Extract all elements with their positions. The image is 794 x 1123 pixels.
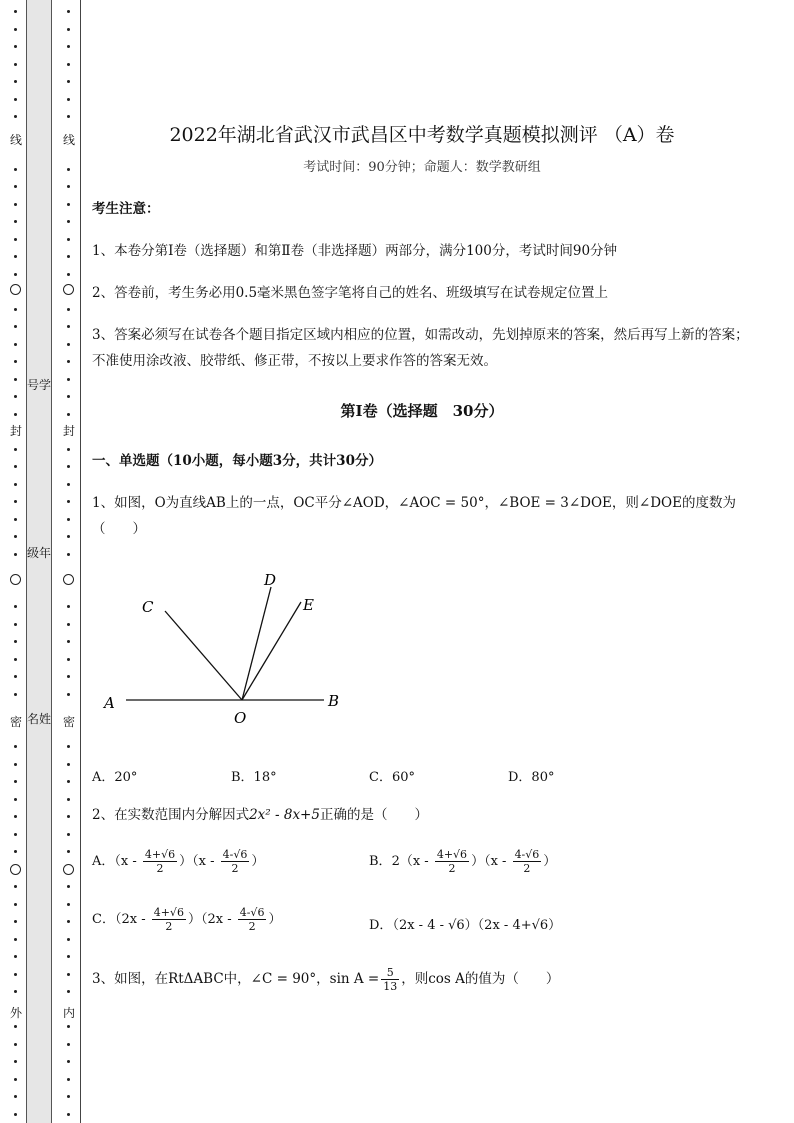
binding-dot xyxy=(67,1060,70,1063)
binding-dot xyxy=(14,535,17,538)
binding-dot xyxy=(67,518,70,521)
outer-marker-wai: 外 xyxy=(9,1006,22,1020)
binding-dot xyxy=(67,168,70,171)
binding-dot xyxy=(14,28,17,31)
page-title: 2022年湖北省武汉市武昌区中考数学真题模拟测评 （A）卷 xyxy=(169,124,675,146)
binding-dot xyxy=(14,833,17,836)
binding-dot xyxy=(14,483,17,486)
binding-dot xyxy=(67,553,70,556)
binding-dot xyxy=(67,903,70,906)
binding-dot xyxy=(14,938,17,941)
q3-sin-fraction: $\frac{5}{13}$ xyxy=(383,966,398,993)
ray-oc xyxy=(165,611,242,700)
binding-dot xyxy=(14,80,17,83)
binding-dot xyxy=(14,343,17,346)
q1-option-a[interactable]: A．20° xyxy=(92,770,138,785)
binding-dot xyxy=(14,815,17,818)
binding-dot xyxy=(67,465,70,468)
label-c: C xyxy=(142,598,154,616)
binding-dot xyxy=(14,1025,17,1028)
binding-dot xyxy=(67,98,70,101)
binding-dot xyxy=(14,63,17,66)
binding-dot xyxy=(14,325,17,328)
binding-dot xyxy=(67,308,70,311)
binding-dot xyxy=(67,938,70,941)
page-subtitle: 考试时间：90分钟；命题人：数学教研组 xyxy=(303,160,541,175)
q1-option-c[interactable]: C．60° xyxy=(369,770,415,785)
binding-dot xyxy=(67,955,70,958)
binding-dot xyxy=(67,658,70,661)
section-title: 第I卷（选择题 30分） xyxy=(340,402,504,420)
binding-dot xyxy=(14,45,17,48)
binding-dot xyxy=(67,1078,70,1081)
binding-dot xyxy=(14,1078,17,1081)
outer-marker-xian: 线 xyxy=(9,133,22,147)
inner-marker-mi: 密 xyxy=(62,715,75,729)
binding-dot xyxy=(67,815,70,818)
binding-dot xyxy=(67,920,70,923)
q2-stem-prefix: 2、在实数范围内分解因式 xyxy=(92,807,250,823)
binding-dot xyxy=(14,448,17,451)
outer-marker-feng: 封 xyxy=(9,424,22,438)
q3-prefix: 3、如图，在RtΔABC中，∠C = 90°，sin A = xyxy=(92,971,380,987)
binding-dot xyxy=(67,448,70,451)
binding-dot xyxy=(14,168,17,171)
q2-option-d[interactable]: D．（2x - 4 - √6）（2x - 4+√6） xyxy=(369,918,562,933)
field-class: 级年 xyxy=(27,546,52,560)
inner-dotted-line xyxy=(62,0,76,1123)
binding-dot xyxy=(67,255,70,258)
binding-dot xyxy=(67,80,70,83)
binding-dot xyxy=(67,483,70,486)
binding-ring xyxy=(63,864,74,875)
binding-dot xyxy=(67,1095,70,1098)
label-a: A xyxy=(104,694,115,712)
q1-option-d[interactable]: D．80° xyxy=(508,770,555,785)
binding-dot xyxy=(14,203,17,206)
binding-dot xyxy=(14,500,17,503)
binding-dot xyxy=(67,395,70,398)
ray-oe xyxy=(242,602,301,700)
question-2-stem xyxy=(92,802,752,828)
question-3-stem xyxy=(92,966,752,993)
binding-dot xyxy=(14,273,17,276)
q2-option-c[interactable]: C．（2x - $\frac{4+√6}{2}$ ）（2x - $\frac{4-√6}{2}$ ） xyxy=(92,906,282,933)
binding-dot xyxy=(14,553,17,556)
binding-dot xyxy=(14,973,17,976)
binding-dot xyxy=(67,990,70,993)
binding-ring xyxy=(10,864,21,875)
binding-dot xyxy=(14,920,17,923)
inner-marker-nei: 内 xyxy=(62,1006,75,1020)
binding-dot xyxy=(67,833,70,836)
binding-dot xyxy=(14,955,17,958)
binding-dot xyxy=(67,973,70,976)
binding-dot xyxy=(14,623,17,626)
binding-dot xyxy=(67,780,70,783)
binding-dot xyxy=(67,378,70,381)
binding-dot xyxy=(14,1113,17,1116)
binding-dot xyxy=(67,1043,70,1046)
binding-dot xyxy=(14,1095,17,1098)
label-b: B xyxy=(328,692,340,710)
binding-ring xyxy=(10,284,21,295)
binding-dot xyxy=(14,605,17,608)
field-student-id: 号学 xyxy=(27,378,52,392)
binding-dot xyxy=(67,45,70,48)
binding-dot xyxy=(14,115,17,118)
binding-dot xyxy=(67,220,70,223)
binding-dot xyxy=(67,763,70,766)
binding-dot xyxy=(67,1113,70,1116)
binding-dot xyxy=(67,605,70,608)
binding-dot xyxy=(67,115,70,118)
binding-dot xyxy=(14,763,17,766)
binding-dot xyxy=(14,255,17,258)
binding-dot xyxy=(67,203,70,206)
binding-dot xyxy=(67,535,70,538)
part-heading: 一、单选题（10小题，每小题3分，共计30分） xyxy=(92,453,382,469)
binding-dot xyxy=(14,518,17,521)
binding-dot xyxy=(14,675,17,678)
binding-dot xyxy=(67,343,70,346)
binding-dot xyxy=(67,185,70,188)
binding-dot xyxy=(67,850,70,853)
binding-dot xyxy=(67,10,70,13)
notice-heading: 考生注意： xyxy=(92,201,160,217)
binding-dot xyxy=(67,693,70,696)
question-1-stem: 1、如图，O为直线AB上的一点，OC平分∠AOD，∠AOC = 50°，∠BOE = 3∠DOE，则∠DOE的度数为（ ） xyxy=(92,495,736,537)
label-o: O xyxy=(234,709,247,727)
notice-item-1: 1、本卷分第I卷（选择题）和第Ⅱ卷（非选择题）两部分，满分100分，考试时间90分钟 xyxy=(92,243,618,259)
binding-dot xyxy=(67,745,70,748)
binding-dot xyxy=(67,885,70,888)
q2-option-b[interactable]: B．2（x - $\frac{4+√6}{2}$ ）（x - $\frac{4-√6}{2}$ ） xyxy=(369,848,557,875)
binding-dot xyxy=(14,850,17,853)
label-e: E xyxy=(303,596,314,614)
binding-dot xyxy=(14,1043,17,1046)
binding-inner-border xyxy=(80,0,81,1123)
binding-dot xyxy=(14,885,17,888)
binding-dot xyxy=(14,395,17,398)
binding-dot xyxy=(67,623,70,626)
binding-ring xyxy=(10,574,21,585)
binding-dot xyxy=(14,98,17,101)
binding-dot xyxy=(67,238,70,241)
question-1-figure xyxy=(92,560,372,730)
binding-gutter xyxy=(26,0,52,1123)
binding-dot xyxy=(67,325,70,328)
outer-marker-mi: 密 xyxy=(9,715,22,729)
binding-dot xyxy=(14,308,17,311)
binding-dot xyxy=(14,693,17,696)
binding-dot xyxy=(14,798,17,801)
field-name: 名姓 xyxy=(27,712,52,726)
binding-dot xyxy=(14,1060,17,1063)
binding-dot xyxy=(67,360,70,363)
binding-dot xyxy=(14,780,17,783)
binding-dot xyxy=(14,185,17,188)
q1-option-b[interactable]: B．18° xyxy=(231,770,277,785)
binding-ring xyxy=(63,574,74,585)
binding-dot xyxy=(67,675,70,678)
binding-dot xyxy=(14,220,17,223)
binding-dot xyxy=(14,990,17,993)
binding-dot xyxy=(14,360,17,363)
binding-dot xyxy=(14,413,17,416)
notice-item-3: 3、答案必须写在试卷各个题目指定区域内相应的位置，如需改动，先划掉原来的答案，然后再写上新的答案；不准使用涂改液、胶带纸、修正带，不按以上要求作答的答案无效。 xyxy=(92,327,749,369)
binding-dot xyxy=(14,238,17,241)
binding-dot xyxy=(67,640,70,643)
binding-dot xyxy=(14,745,17,748)
binding-dot xyxy=(67,273,70,276)
inner-marker-feng: 封 xyxy=(62,424,75,438)
ray-od xyxy=(242,587,271,700)
binding-dot xyxy=(14,465,17,468)
binding-dot xyxy=(67,413,70,416)
q3-suffix: ，则cos A的值为（ ） xyxy=(401,971,560,987)
binding-dot xyxy=(14,10,17,13)
binding-dot xyxy=(67,63,70,66)
binding-ring xyxy=(63,284,74,295)
binding-dot xyxy=(67,28,70,31)
binding-dot xyxy=(14,658,17,661)
binding-dot xyxy=(67,500,70,503)
binding-dot xyxy=(14,640,17,643)
inner-marker-xian: 线 xyxy=(62,133,75,147)
binding-dot xyxy=(14,903,17,906)
binding-dot xyxy=(67,1025,70,1028)
notice-item-2: 2、答卷前，考生务必用0.5毫米黑色签字笔将自己的姓名、班级填写在试卷规定位置上 xyxy=(92,285,609,301)
binding-dot xyxy=(67,798,70,801)
binding-dot xyxy=(14,378,17,381)
label-d: D xyxy=(264,571,277,589)
outer-dotted-line xyxy=(9,0,23,1123)
q2-expression: 2x² - 8x+5 xyxy=(249,807,320,823)
q2-option-a[interactable]: A．（x - $\frac{4+√6}{2}$ ）（x - $\frac{4-√6}{2}$ ） xyxy=(92,848,265,875)
q2-stem-suffix: 正确的是（ ） xyxy=(319,807,428,823)
